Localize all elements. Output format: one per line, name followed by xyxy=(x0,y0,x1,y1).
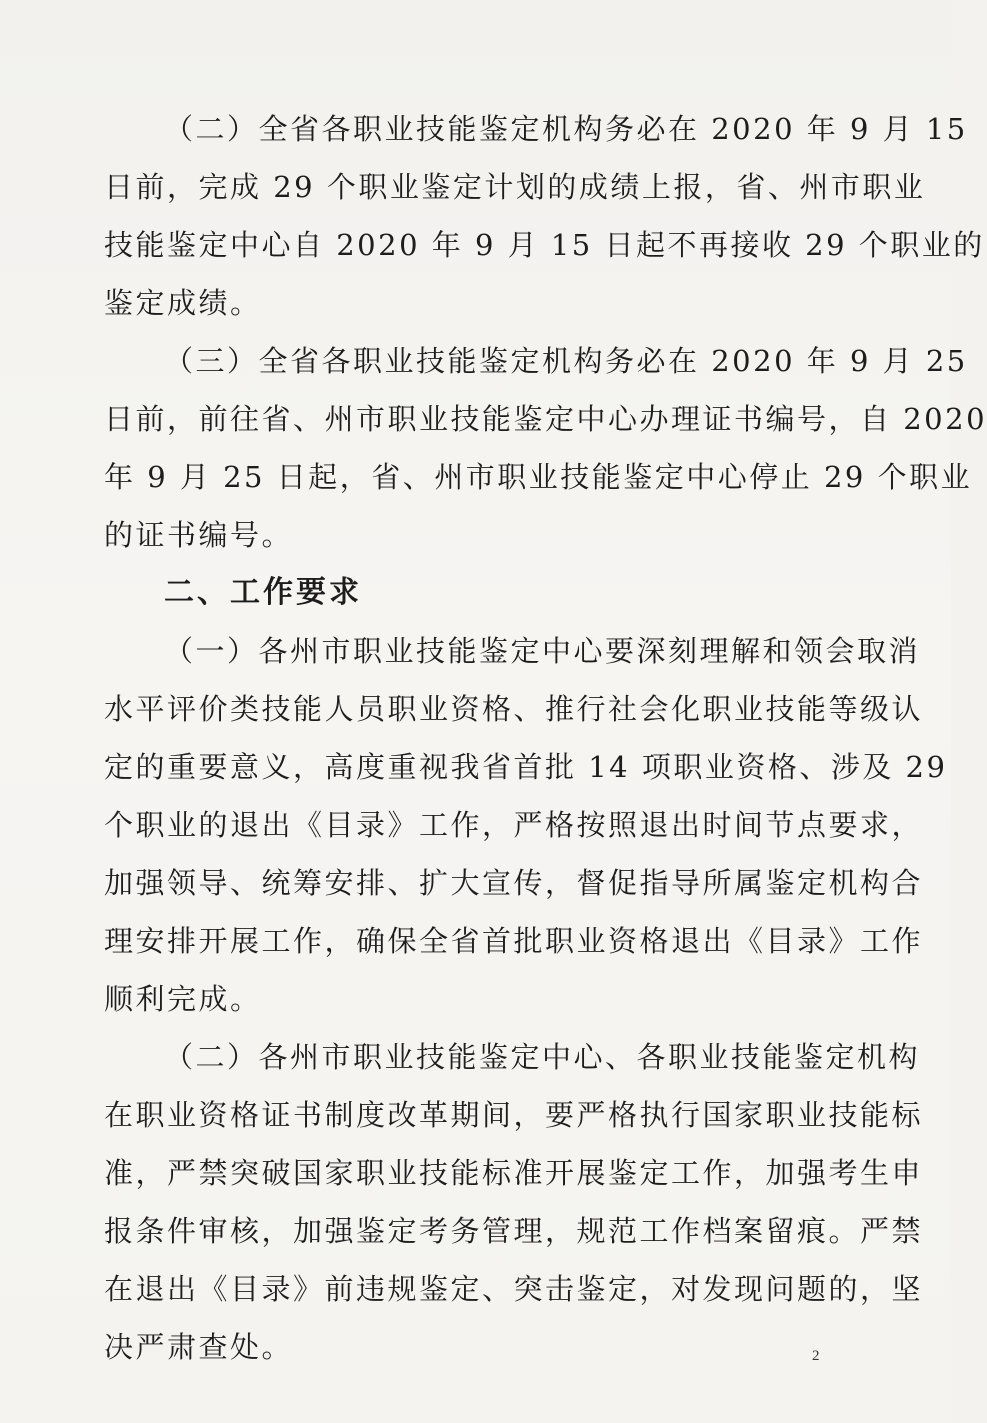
paragraph-line: （一）各州市职业技能鉴定中心要深刻理解和领会取消 xyxy=(164,634,921,668)
paragraph-line: 日前，完成 29 个职业鉴定计划的成绩上报，省、州市职业 xyxy=(104,170,926,204)
paragraph-line: （三）全省各职业技能鉴定机构务必在 2020 年 9 月 25 xyxy=(164,344,968,378)
document-body xyxy=(104,100,987,1376)
section-heading: 二、工作要求 xyxy=(164,575,362,610)
paragraph-line: 个职业的退出《目录》工作，严格按照退出时间节点要求， xyxy=(104,808,924,842)
paragraph-line: 鉴定成绩。 xyxy=(104,286,262,320)
paragraph-line: 准，严禁突破国家职业技能标准开展鉴定工作，加强考生申 xyxy=(104,1156,924,1190)
paragraph-line: 定的重要意义，高度重视我省首批 14 项职业资格、涉及 29 xyxy=(104,750,948,784)
paragraph-line: 在职业资格证书制度改革期间，要严格执行国家职业技能标 xyxy=(104,1098,924,1132)
paragraph-line: 报条件审核，加强鉴定考务管理，规范工作档案留痕。严禁 xyxy=(104,1214,924,1248)
paragraph-requirement-two xyxy=(104,1028,924,1376)
paragraph-line: （二）全省各职业技能鉴定机构务必在 2020 年 9 月 15 xyxy=(164,112,968,146)
paragraph-line: （二）各州市职业技能鉴定中心、各职业技能鉴定机构 xyxy=(164,1040,921,1074)
page-number: 2 xyxy=(812,1348,820,1364)
paragraph-line: 日前，前往省、州市职业技能鉴定中心办理证书编号，自 2020 xyxy=(104,402,987,436)
paragraph-line: 技能鉴定中心自 2020 年 9 月 15 日起不再接收 29 个职业的 xyxy=(104,228,985,262)
paragraph-deadline-certificates xyxy=(104,332,987,564)
paragraph-line: 在退出《目录》前违规鉴定、突击鉴定，对发现问题的，坚 xyxy=(104,1272,924,1306)
paragraph-line: 顺利完成。 xyxy=(104,982,262,1016)
paragraph-line: 决严肃查处。 xyxy=(104,1330,294,1364)
paragraph-line: 理安排开展工作，确保全省首批职业资格退出《目录》工作 xyxy=(104,924,924,958)
paragraph-requirement-one xyxy=(104,622,948,1028)
paragraph-line: 的证书编号。 xyxy=(104,518,294,552)
paragraph-deadline-scores xyxy=(104,100,985,332)
paragraph-line: 加强领导、统筹安排、扩大宣传，督促指导所属鉴定机构合 xyxy=(104,866,924,900)
paragraph-line: 年 9 月 25 日起，省、州市职业技能鉴定中心停止 29 个职业 xyxy=(104,460,973,494)
paragraph-line: 水平评价类技能人员职业资格、推行社会化职业技能等级认 xyxy=(104,692,924,726)
